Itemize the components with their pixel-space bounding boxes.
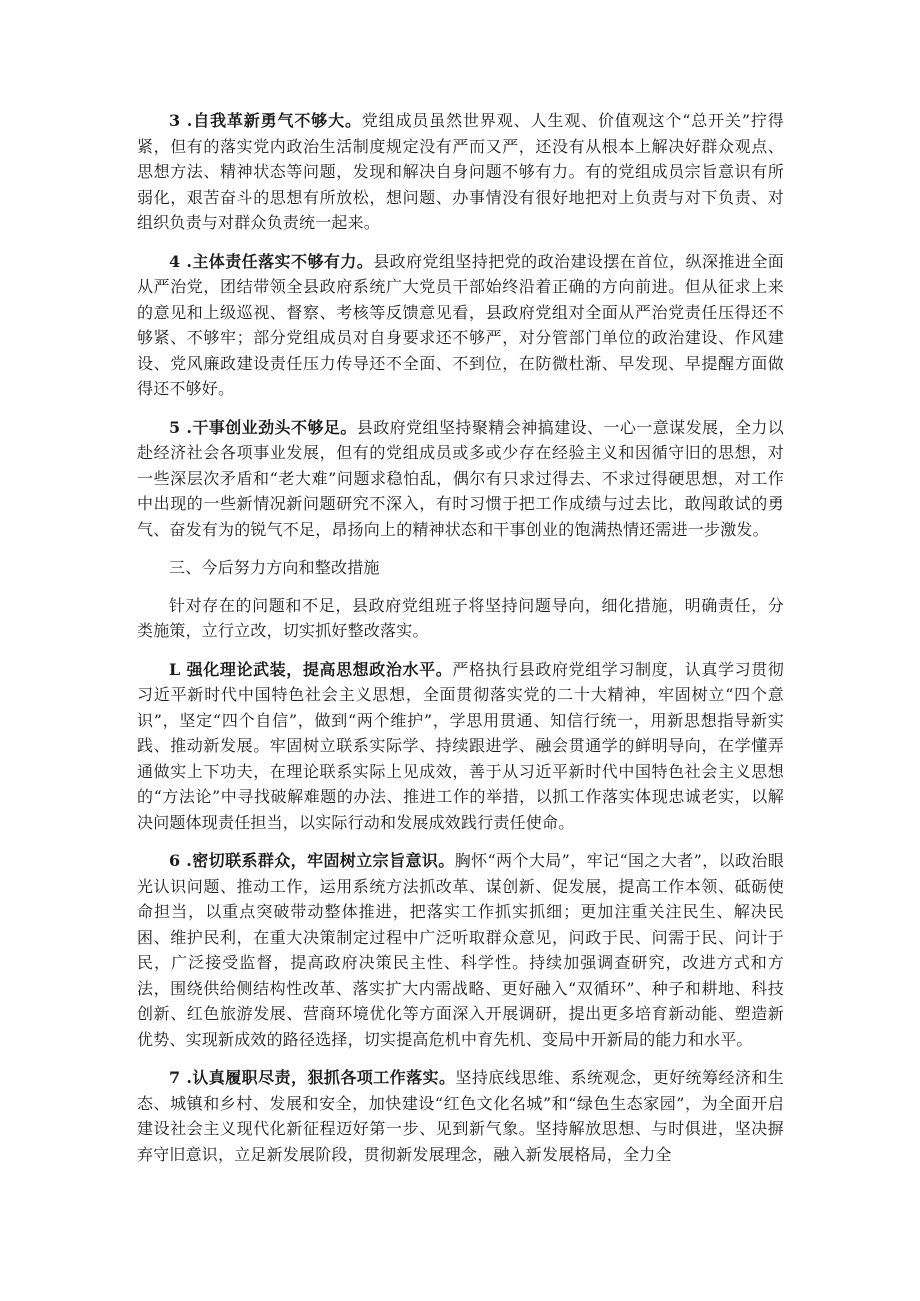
section-heading: 三、今后努力方向和整改措施 <box>169 558 380 577</box>
paragraph-body: 县政府党组坚持把党的政治建设摆在首位，纵深推进全面从严治党，团结带领全县政府系统广大党员干部始终沿着正确的方向前进。但从征求上来的意见和上级巡视、督察、考核等反馈意见看，县政府党组对全面从严治党责任压得还不够紧、不够牢；部分党组成员对自身要求还不够严，对分管部门单位的政治建设、作风建设、党风廉政建设责任压力传导还不全面、不到位，在防微杜渐、早发现、早提醒方面做得还不够好。 <box>137 251 784 398</box>
paragraph-body: 县政府党组坚持聚精会神搞建设、一心一意谋发展，全力以赴经济社会各项事业发展，但有的党组成员或多或少存在经验主义和因循守旧的思想，对一些深层次矛盾和“老大难”问题求稳怕乱，偶尔有只求过得去、不求过得硬思想，对工作中出现的一些新情况新问题研究不深入，有时习惯于把工作成绩与过去比，敢闯敢试的勇气、奋发有为的锐气不足，昂扬向上的精神状态和干事创业的饱满热情还需进一步激发。 <box>137 417 785 539</box>
measure-body: 坚持底线思维、系统观念，更好统筹经济和生态、城镇和乡村、发展和安全，加快建设“红色文化名城”和“绿色生态家园”，为全面开启建设社会主义现代化新征程迈好第一步、见到新气象。坚持解放思想、与时俱进，坚决摒弃守旧意识，立足新发展阶段，贯彻新发展理念，融入新发展格局，全力全 <box>137 1068 784 1164</box>
measure-6 <box>137 848 784 1052</box>
paragraph-5 <box>137 415 784 543</box>
measure-7 <box>137 1065 784 1167</box>
measure-lead: L 强化理论武装，提高思想政治水平。 <box>169 659 453 679</box>
measure-lead: 6 .密切联系群众，牢固树立宗旨意识。 <box>169 851 455 870</box>
measure-1 <box>137 657 784 836</box>
paragraph-lead: 4 .主体责任落实不够有力。 <box>169 251 374 271</box>
paragraph-4 <box>137 249 784 402</box>
paragraph-body: 党组成员虽然世界观、人生观、价值观这个“总开关”拧得紧，但有的落实党内政治生活制度规定没有严而又严，还没有从根本上解决好群众观点、思想方法、精神状态等问题，发现和解决自身问题不够有力。有的党组成员宗旨意识有所弱化，艰苦奋斗的思想有所放松，想问题、办事情没有很好地把对上负责与对下负责、对组织负责与对群众负责统一起来。 <box>137 111 785 232</box>
measure-lead: 7 .认真履职尽责，狠抓各项工作落实。 <box>169 1068 456 1087</box>
measure-body: 胸怀“两个大局”，牢记“国之大者”，以政治眼光认识问题、推动工作，运用系统方法抓改革、谋创新、促发展，提高工作本领、砥砺使命担当，以重点突破带动整体推进，把落实工作抓实抓细；更加注重关注民生、解决民困、维护民利，在重大决策制定过程中广泛听取群众意见，问政于民、问需于民、问计于民，广泛接受监督，提高政府决策民主性、科学性。持续加强调查研究，改进方式和方法，围绕供给侧结构性改革、落实扩大内需战略、更好融入“双循环”、种子和耕地、科技创新、红色旅游发展、营商环境优化等方面深入开展调研，提出更多培育新动能、塑造新优势、实现新成效的路径选择，切实提高危机中育先机、变局中开新局的能力和水平。 <box>137 851 785 1049</box>
paragraph-3 <box>137 108 784 236</box>
section-intro: 针对存在的问题和不足，县政府党组班子将坚持问题导向，细化措施，明确责任，分类施策，立行立改，切实抓好整改落实。 <box>137 595 784 640</box>
paragraph-lead: 5 .干事创业劲头不够足。 <box>169 417 357 437</box>
paragraph-lead: 3 .自我革新勇气不够大。 <box>169 111 362 130</box>
measure-body: 严格执行县政府党组学习制度，认真学习贯彻习近平新时代中国特色社会主义思想，全面贯彻落实党的二十大精神，牢固树立“四个意识”，坚定“四个自信”，做到“两个维护”，学思用贯通、知信行统一，用新思想指导新实践、推动新发展。牢固树立联系实际学、持续跟进学、融会贯通学的鲜明导向，在学懂弄通做实上下功夫，在理论联系实际上见成效，善于从习近平新时代中国特色社会主义思想的“方法论”中寻找破解难题的办法、推进工作的举措，以抓工作落实体现忠诚老实，以解决问题体现责任担当，以实际行动和发展成效践行责任使命。 <box>137 659 784 832</box>
